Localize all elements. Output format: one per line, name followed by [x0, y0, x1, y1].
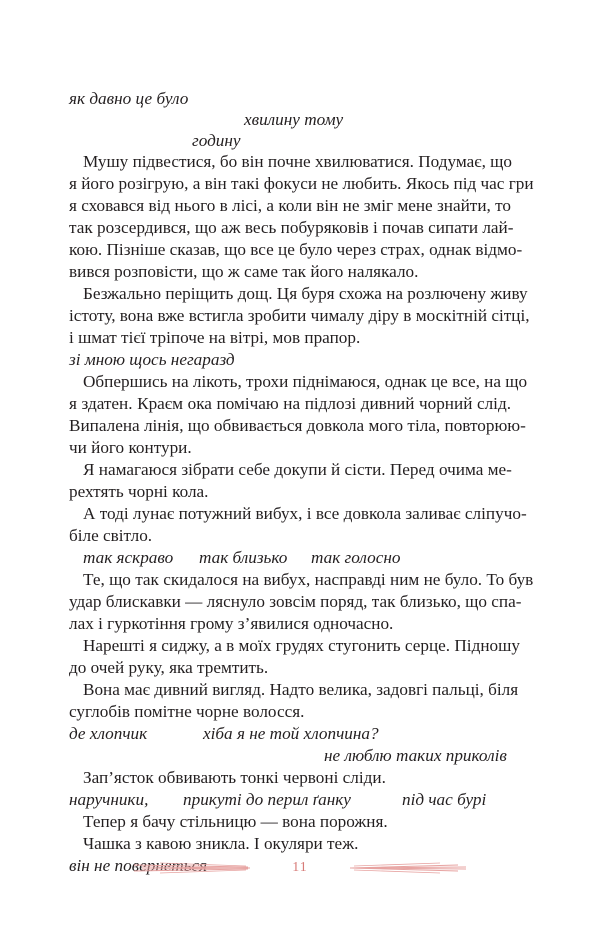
fragment: так близько — [199, 548, 288, 567]
paragraph-line: чи його контури. — [69, 438, 192, 457]
paragraph-line: я його розігрую, а він такі фокуси не любить. Якось під час гри — [69, 174, 534, 193]
fragment: прикуті до перил ґанку — [183, 790, 351, 809]
paragraph-line: біле світло. — [69, 526, 153, 545]
paragraph-line: удар блискавки — ляснуло зовсім поряд, так близько, що спа- — [69, 592, 522, 611]
fragment: так яскраво — [83, 548, 174, 567]
paragraph-line: так розсердився, що аж весь побуряковів і почав сипати лай- — [69, 218, 514, 237]
italic-line: зі мною щось негаразд — [69, 350, 235, 369]
paragraph-line: і шмат тієї тріпоче на вітрі, мов прапор. — [69, 328, 361, 347]
page-number: 11 — [292, 860, 308, 875]
italic-line: він не повернеться — [69, 856, 208, 875]
fragment: наручники, — [69, 790, 149, 809]
paragraph-line: Обпершись на лікоть, трохи піднімаюся, однак це все, на що — [83, 372, 528, 391]
fragment: хіба я не той хлопчина? — [203, 724, 379, 743]
italic-line: не люблю таких приколів — [324, 746, 507, 765]
fragment: під час бурі — [402, 790, 487, 809]
paragraph-line: Безжально періщить дощ. Ця буря схожа на розлючену живу — [83, 284, 528, 303]
paragraph-line: кою. Пізніше сказав, що все це було через страх, однак відмо- — [69, 240, 523, 259]
paragraph-line: Тепер я бачу стільницю — вона порожня. — [83, 812, 388, 831]
paragraph-line: Випалена лінія, що обвивається довкола мого тіла, повторюю- — [69, 416, 526, 435]
paragraph-line: суглобів помітне чорне волосся. — [69, 702, 305, 721]
paragraph-line: Мушу підвестися, бо він почне хвилюватися. Подумає, що — [83, 152, 513, 171]
paragraph-line: істоту, вона вже встигла зробити чималу діру в москітній сітці, — [69, 306, 530, 325]
paragraph-line: я сховався від нього в лісі, а коли він не зміг мене знайти, то — [69, 196, 511, 215]
paragraph-line: Вона має дивний вигляд. Надто велика, задовгі пальці, біля — [83, 680, 519, 699]
paragraph-line: А тоді лунає потужний вибух, і все довкола заливає сліпучо- — [83, 504, 527, 523]
paragraph-line: Те, що так скидалося на вибух, насправді ним не було. То був — [83, 570, 534, 589]
paragraph-line: рехтять чорні кола. — [69, 482, 209, 501]
paragraph-line: лах і гуркотіння грому з’явилися одночасно. — [69, 614, 394, 633]
paragraph-line: вився розповісти, що ж саме так його налякало. — [69, 262, 419, 281]
fragment: де хлопчик — [69, 724, 148, 743]
italic-line: хвилину тому — [244, 110, 344, 129]
italic-line: як давно це було — [69, 89, 189, 108]
paragraph-line: Я намагаюся зібрати себе докупи й сісти. Перед очима ме- — [83, 460, 512, 479]
paragraph-line: я здатен. Краєм ока помічаю на підлозі дивний чорний слід. — [69, 394, 511, 413]
paragraph-line: до очей руку, яка тремтить. — [69, 658, 269, 677]
paragraph-line: Нарешті я сиджу, а в моїх грудях стугонить серце. Підношу — [83, 636, 520, 655]
fragment: так голосно — [311, 548, 401, 567]
paragraph-line: Зап’ясток обвивають тонкі червоні сліди. — [83, 768, 386, 787]
paragraph-line: Чашка з кавою зникла. І окуляри теж. — [83, 834, 359, 853]
page-footer — [120, 848, 480, 890]
italic-line: годину — [192, 131, 241, 150]
